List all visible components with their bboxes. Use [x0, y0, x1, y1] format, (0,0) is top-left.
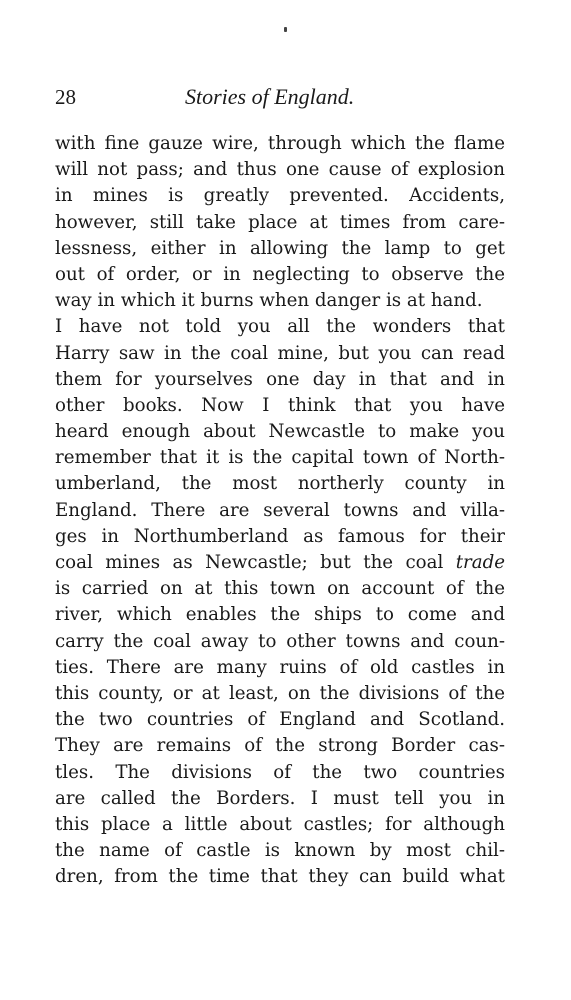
text-line: is carried on at this town on account of the — [55, 578, 505, 600]
text-line: them for yourselves one day in that and in — [55, 368, 505, 390]
text-line: remember that it is the capital town of North- — [55, 447, 505, 469]
text-line: with fine gauze wire, through which the flame — [55, 133, 505, 154]
text-line: in mines is greatly prevented. Accidents, — [55, 185, 505, 207]
text-line: river, which enables the ships to come and — [55, 604, 505, 626]
text-line: Harry saw in the coal mine, but you can read — [55, 342, 505, 364]
text-line: I have not told you all the wonders that — [55, 316, 505, 338]
text-line: out of order, or in neglecting to observe the — [55, 263, 505, 285]
running-title: Stories of England. — [185, 84, 355, 109]
text-line-with-italic — [55, 550, 505, 576]
text-line: ges in Northumberland as famous for their — [55, 525, 505, 547]
page-number: 28 — [55, 85, 76, 109]
text-line: tles. The divisions of the two countries — [55, 761, 505, 783]
text-line: ties. There are many ruins of old castles in — [55, 656, 505, 678]
text-line: way in which it burns when danger is at hand. — [55, 290, 483, 312]
text-line: carry the coal away to other towns and coun- — [55, 630, 505, 652]
italic-word: trade — [455, 552, 505, 573]
text-line: heard enough about Newcastle to make you — [55, 421, 505, 443]
text-line: umberland, the most northerly county in — [55, 473, 505, 495]
text-line: however, still take place at times from care- — [55, 211, 505, 233]
text-line: other books. Now I think that you have — [55, 394, 505, 416]
text-line: this county, or at least, on the divisions of the — [55, 682, 505, 704]
text-line: dren, from the time that they can build what — [55, 866, 505, 888]
text-line-part: coal mines as Newcastle; but the coal — [55, 552, 444, 573]
text-line: lessness, either in allowing the lamp to get — [55, 237, 505, 259]
body-text — [55, 131, 505, 890]
text-line: the name of castle is known by most chil- — [55, 840, 505, 862]
text-line: They are remains of the strong Border cas- — [55, 735, 505, 757]
text-line: will not pass; and thus one cause of explosion — [55, 159, 505, 181]
text-line: this place a little about castles; for although — [55, 813, 505, 835]
text-line: are called the Borders. I must tell you in — [55, 787, 505, 809]
ink-speck — [284, 27, 287, 32]
page-header — [55, 80, 508, 114]
text-line: England. There are several towns and villa- — [55, 499, 505, 521]
text-line: the two countries of England and Scotland. — [55, 709, 505, 731]
